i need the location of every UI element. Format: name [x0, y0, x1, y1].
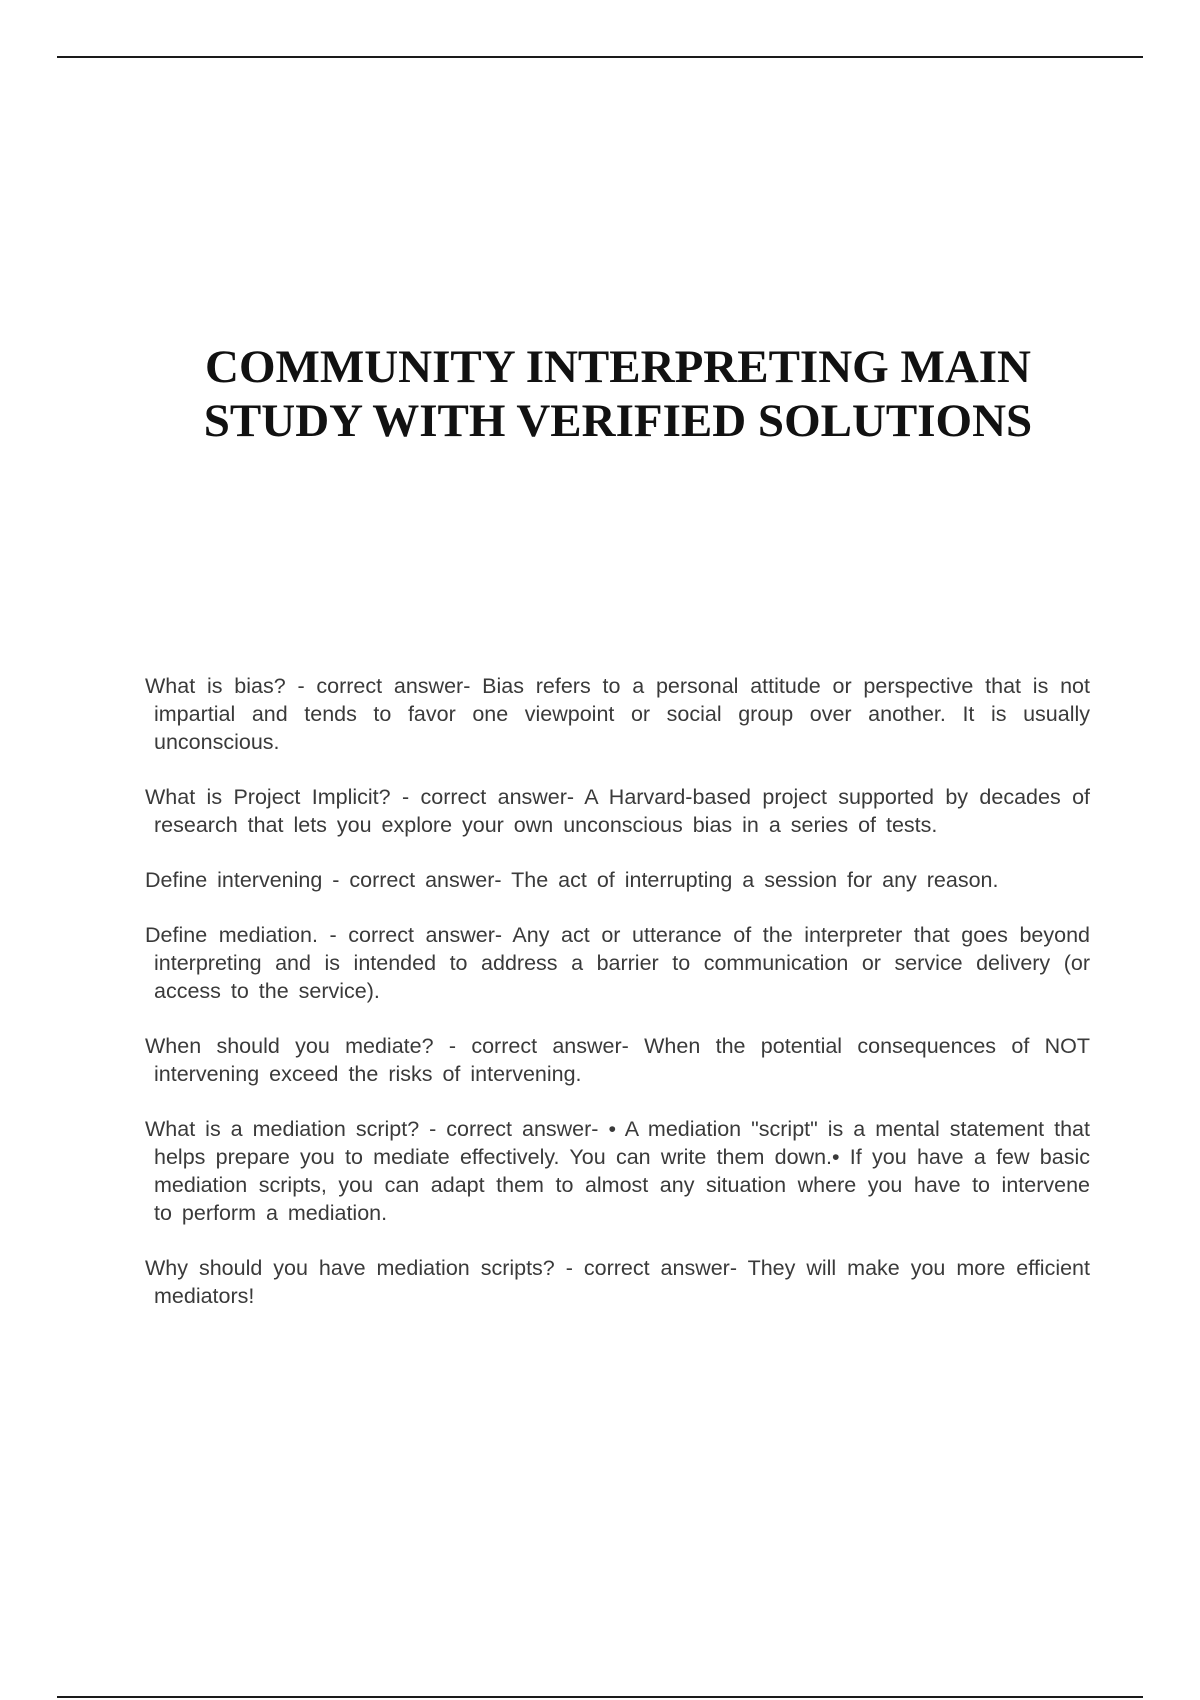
qa-list [145, 672, 1090, 1337]
header-rule [57, 56, 1143, 58]
qa-item-bias: What is bias? - correct answer- Bias refers to a personal attitude or perspective that is not impartial and tends to favor one viewpoint or social group over another. It is usually unconscious. [145, 674, 1090, 754]
qa-item-mediation-script: What is a mediation script? - correct answer- • A mediation "script" is a mental statement that helps prepare you to mediate effectively. You can write them down.• If you have a few basic mediation scripts, you can adapt them to almost any situation where you have to intervene to perform a mediation. [145, 1117, 1090, 1225]
footer-rule [57, 1696, 1143, 1698]
document-title [0, 340, 1200, 448]
qa-item-intervening: Define intervening - correct answer- The act of interrupting a session for any reason. [145, 868, 999, 892]
qa-item-project-implicit: What is Project Implicit? - correct answer- A Harvard-based project supported by decades of research that lets you explore your own unconscious bias in a series of tests. [145, 785, 1090, 837]
title-line-1: COMMUNITY INTERPRETING MAIN [205, 341, 1031, 393]
title-line-2: STUDY WITH VERIFIED SOLUTIONS [203, 395, 1033, 447]
qa-item-why-scripts: Why should you have mediation scripts? - correct answer- They will make you more efficient mediators! [145, 1256, 1090, 1308]
qa-item-when-mediate: When should you mediate? - correct answer- When the potential consequences of NOT intervening exceed the risks of intervening. [145, 1034, 1090, 1086]
qa-item-mediation: Define mediation. - correct answer- Any act or utterance of the interpreter that goes beyond interpreting and is intended to address a barrier to communication or service delivery (or access to the service). [145, 923, 1090, 1003]
